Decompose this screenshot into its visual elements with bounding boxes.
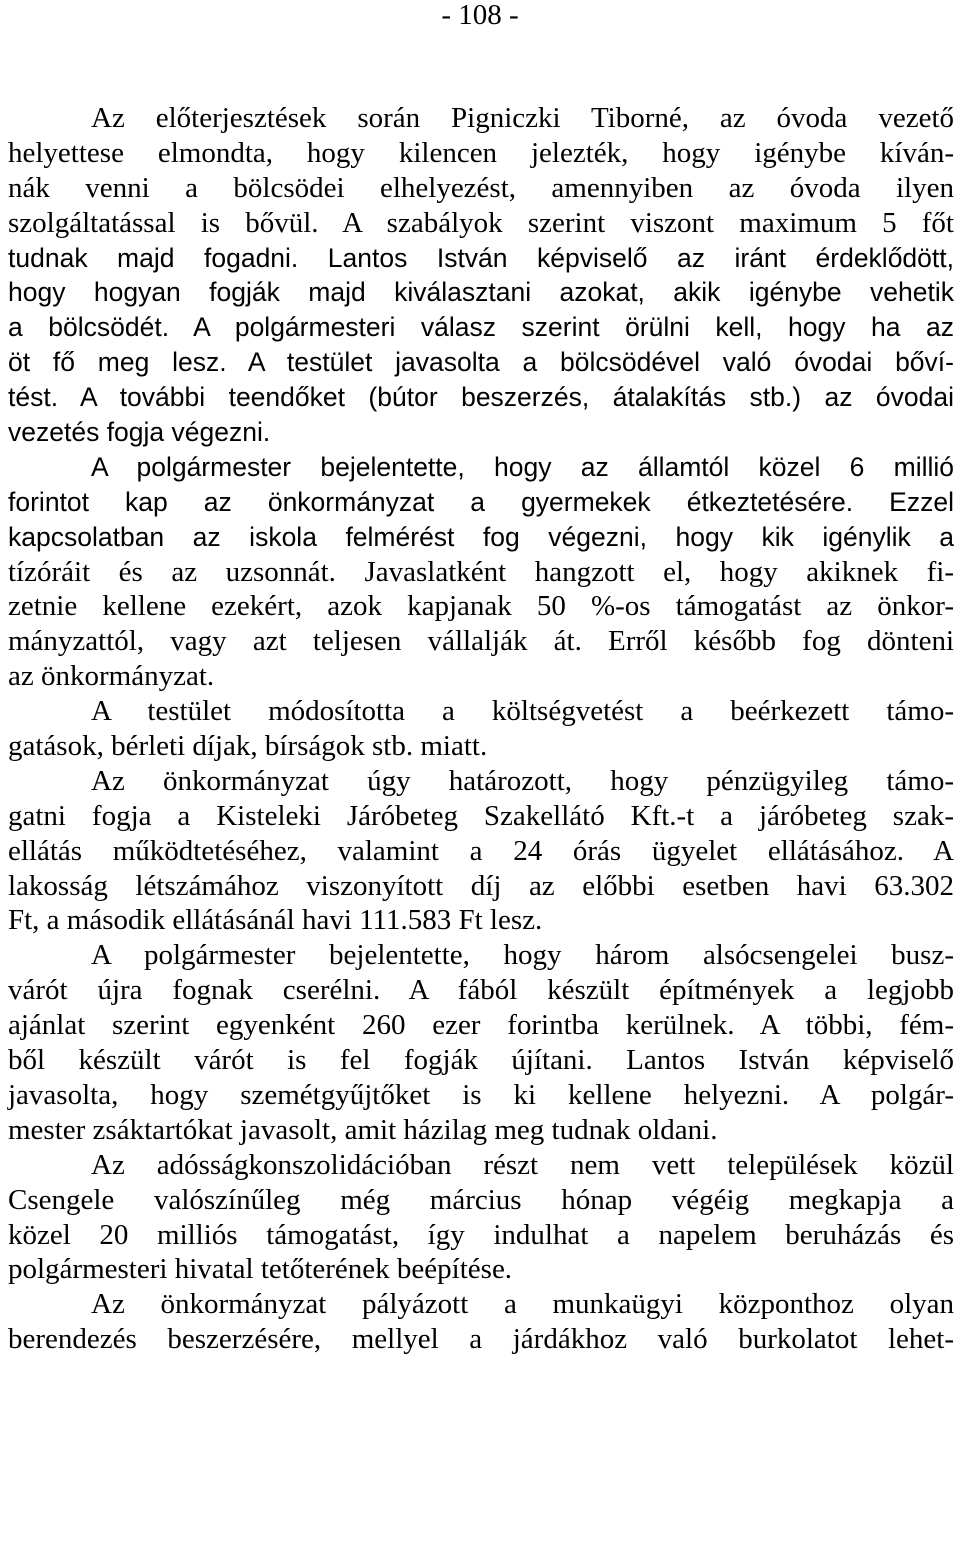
paragraph-first-line: Az önkormányzat úgy határozott, hogy pénzügyileg támo- [91, 764, 954, 797]
paragraph-first-line: A polgármester bejelentette, hogy az államtól közel 6 millió [91, 451, 954, 482]
text-line: szolgáltatással is bővül. A szabályok szerint viszont maximum 5 főt [8, 206, 954, 239]
text-line: zetnie kellene ezekért, azok kapjanak 50 %-os támogatást az önkor- [8, 590, 954, 623]
text-line: gatások, bérleti díjak, bírságok stb. miatt. [8, 730, 488, 763]
paragraph-first-line: Az előterjesztések során Pigniczki Tiborné, az óvoda vezető [91, 102, 954, 134]
text-line: tízóráit és az uzsonnát. Javaslatként hangzott el, hogy akiknek fi- [8, 555, 954, 588]
text-line: vezetés fogja végezni. [8, 417, 271, 448]
text-line: helyettese elmondta, hogy kilencen jelezték, hogy igénybe kíván- [8, 136, 954, 169]
text-line: ellátás működtetéséhez, valamint a 24 órás ügyelet ellátásához. A [8, 834, 954, 867]
text-line: mányzattól, vagy azt teljesen vállalják át. Erről később fog dönteni [8, 625, 954, 658]
paragraph-first-line: A polgármester bejelentette, hogy három alsócsengelei busz- [91, 939, 954, 972]
text-line: berendezés beszerzésére, mellyel a járdákhoz való burkolatot lehet- [8, 1323, 954, 1356]
text-line: lakosság létszámához viszonyított díj az előbbi esetben havi 63.302 [8, 869, 954, 902]
text-line: közel 20 milliós támogatást, így indulhat a napelem beruházás és [8, 1218, 954, 1251]
paragraph-first-line: A testület módosította a költségvetést a beérkezett támo- [91, 695, 954, 728]
text-line: javasolta, hogy szemétgyűjtőket is ki kellene helyezni. A polgár- [8, 1078, 954, 1111]
body-text [8, 101, 954, 1357]
paragraph-first-line: Az adósságkonszolidációban részt nem vett települések közül [91, 1148, 954, 1181]
text-line: nák venni a bölcsödei elhelyezést, amennyiben az óvoda ilyen [8, 171, 954, 204]
text-line: ajánlat szerint egyenként 260 ezer forintba kerülnek. A többi, fém- [8, 1009, 954, 1042]
text-line: ből készült várót is fel fogják újítani. Lantos István képviselő [8, 1044, 954, 1077]
text-line: polgármesteri hivatal tetőterének beépítése. [8, 1253, 513, 1286]
text-line: öt fő meg lesz. A testület javasolta a bölcsödével való óvodai bőví- [8, 347, 954, 378]
text-line: Csengele valószínűleg még március hónap végéig megkapja a [8, 1183, 954, 1216]
text-line: a bölcsödét. A polgármesteri válasz szerint örülni kell, hogy ha az [8, 312, 954, 343]
text-line: tést. A további teendőket (bútor beszerzés, átalakítás stb.) az óvodai [8, 382, 954, 413]
text-line: kapcsolatban az iskola felmérést fog végezni, hogy kik igénylik a [8, 521, 954, 552]
page-number: - 108 - [441, 0, 519, 31]
text-line: gatni fogja a Kisteleki Járóbeteg Szakellátó Kft.-t a járóbeteg szak- [8, 799, 954, 832]
text-line: forintot kap az önkormányzat a gyermekek étkeztetésére. Ezzel [8, 486, 954, 517]
text-line: mester zsáktartókat javasolt, amit házilag meg tudnak oldani. [8, 1113, 718, 1146]
text-line: az önkormányzat. [8, 660, 215, 693]
text-line: Ft, a második ellátásánál havi 111.583 Ft lesz. [8, 904, 543, 937]
text-line: várót újra fognak cserélni. A fából készült építmények a legjobb [8, 974, 954, 1007]
text-line: tudnak majd fogadni. Lantos István képviselő az iránt érdeklődött, [8, 242, 954, 273]
text-line: hogy hogyan fogják majd kiválasztani azokat, akik igénybe vehetik [8, 277, 954, 308]
paragraph-first-line: Az önkormányzat pályázott a munkaügyi központhoz olyan [91, 1288, 954, 1321]
